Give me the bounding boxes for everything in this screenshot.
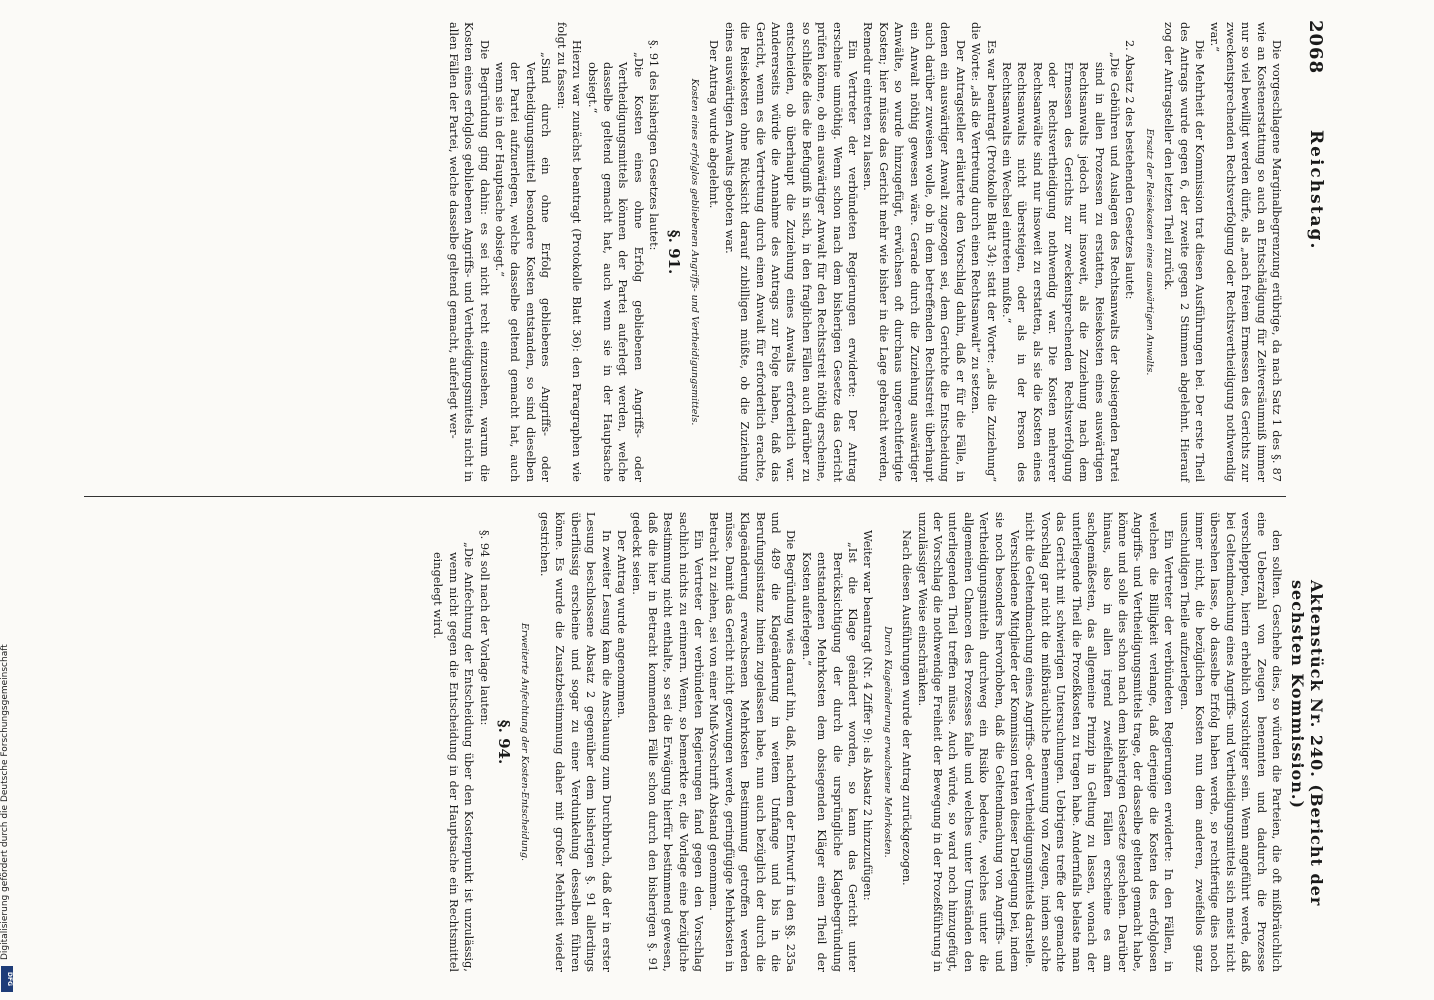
paragraph: Verschiedene Mitglieder der Kommission traten dieser Darlegung bei, indem sie noch besonders hervorhoben, daß die Geltendmachung von Angriffs- und Vertheidigungsmitteln durchweg ein Risiko bedeute, welches unter die allgemeinen Chancen des Prozesses falle und welches unter Umständen den unterliegenden Theil treffen müsse. Auch würde, so ward noch hinzugefügt, der Vorschlag die nothwendige Freiheit der Bewegung in der Prozeßführung in unzulässiger Weise einschränken. (915, 512, 1022, 973)
paragraph: Der Antrag wurde angenommen. (614, 530, 628, 719)
paragraph: Die Begründung ging dahin: es sei nicht recht einzusehen, warum die Kosten eines erfolglos gebliebenen Angriffs- und Vertheidigungsmittels nicht in allen Fällen der Partei, welche dasselbe geltend gemacht, auferlegt wer- (446, 22, 491, 482)
dfg-logo: DFG (1, 966, 13, 992)
page-number: 2068 (1305, 20, 1326, 75)
paragraph: Der Antrag wurde abgelehnt. (707, 40, 721, 209)
document-page (4, 0, 1334, 1000)
footer-strip (0, 0, 14, 1000)
paragraph: „Ist die Klage geändert worden, so kann das Gericht unter Berücksichtigung der durch die ursprüngliche Klagebegründung entstandenen Mehrkosten dem obsiegenden Kläger einen Theil der Kosten auferlegen.“ (799, 542, 860, 972)
page-title: Reichstag. (1306, 130, 1326, 251)
paragraph: „Die Kosten eines ohne Erfolg gebliebenen Angriffs- oder Vertheidigungsmittels können der Partei auferlegt werden, welche dasselbe geltend gemacht hat, auch wenn sie in der Hauptsache obsiegt.“ (585, 52, 645, 482)
paragraph: Ein Vertreter der verbündeten Regierungen erwiderte: Der Antrag erscheine unnöthig. Wenn schon nach dem bisherigen Gesetze das Gericht prüfen könne, ob ein auswärtiger Anwalt für den Rechtsstreit nöthig erscheine, so schließe dies die Befugniß in sich, in den fraglichen Fällen auch darüber zu entscheiden, ob überhaupt die Zuziehung eines Anwalts erforderlich war. Andererseits würde die Annahme des Antrags zur Folge haben, daß das Gericht, wenn es die Vertretung durch einen Anwalt für erforderlich erachte, die Reisekosten ohne Rücksicht darauf zubilligen müßte, ob die Zuziehung eines auswärtigen Anwalts geboten war. (722, 22, 860, 482)
digitization-credit: Digitalisierung gefördert durch die Deutsche Forschungsgemeinschaft (0, 644, 10, 960)
paragraph: Weiter war beantragt (Nr. 4 Ziffer 9): als Absatz 2 hinzuzufügen: (861, 530, 875, 901)
paragraph: Der Antragsteller erläuterte den Vorschlag dahin, daß er für die Fälle, in denen ein auswärtiger Anwalt zugezogen sei, dem Gerichte die Entscheidung auch darüber zuweisen wolle, ob in dem betreffenden Rechtsstreit überhaupt ein Anwalt nöthig gewesen wäre. Gerade durch die Zuziehung auswärtiger Anwälte, so wurde hinzugefügt, erwüchsen oft durchaus ungerechtfertigte Kosten; hier müsse das Gericht mehr wie bisher in die Lage gebracht werden, Remedur eintreten zu lassen. (861, 22, 967, 482)
paragraph: „Sind durch ein ohne Erfolg gebliebenes Angriffs- oder Vertheidigungsmittel besondere Kosten entstanden, so sind dieselben der Partei aufzuerlegen, welche dasselbe geltend gemacht hat, auch wenn sie in der Hauptsache obsiegt.“ (493, 52, 553, 482)
left-column (445, 22, 1284, 482)
marginal-note: Kosten eines erfolglos gebliebenen Angriffs- und Vertheidigungsmittels. (688, 78, 700, 426)
paragraph: §. 91 des bisherigen Gesetzes lautet: (647, 40, 661, 251)
page-header (1288, 20, 1330, 980)
paragraph: §. 94 soll nach der Vorlage lauten: (477, 530, 491, 726)
paragraph: Es war beantragt (Protokolle Blatt 34): statt der Worte: „als die Zuziehung“ die Worte: „als die Vertretung durch einen Rechtsanwalt“ zu setzen. (969, 22, 998, 482)
paragraph: „Die Gebühren und Auslagen des Rechtsanwalts der obsiegenden Partei sind in allen Prozessen zu erstatten, Reisekosten eines auswärtigen Rechtsanwalts jedoch nur insoweit, als die Zuziehung nach dem Ermessen des Gerichts zur zweckentsprechenden Rechtsverfolgung oder Rechtsvertheidigung nothwendig war. Die Kosten mehrerer Rechtsanwälte sind nur insoweit zu erstatten, als sie die Kosten eines Rechtsanwalts nicht übersteigen, oder als in der Person des Rechtsanwalts ein Wechsel eintreten mußte.“ (1000, 52, 1121, 482)
right-column (430, 512, 1284, 972)
marginal-note: Ersatz der Reisekosten eines auswärtigen Anwalts. (1143, 128, 1155, 376)
paragraph: Ein Vertreter der verbündeten Regierungen erwiderte: In den Fällen, in welchen die Billigkeit verlange, daß derjenige die Kosten des erfolglosen Angriffs- und Vertheidigungsmittels trage, der dasselbe geltend gemacht habe, könne und solle dies schon nach dem bisherigen Gesetze geschehen. Darüber hinaus, also in allen irgend zweifelhaften Fällen erscheine es am sachgemäßesten, das allgemeine Prinzip in Geltung zu lassen, wonach der unterliegende Theil die Prozeßkosten zu tragen habe. Andernfalls belaste man das Gericht mit schwierigen Untersuchungen. Uebrigens treffe der gemachte Vorschlag gar nicht die mißbräuchliche Benennung von Zeugen, indem solche nicht die Geltendmachung eines Angriffs- oder Vertheidigungsmittels darstelle. (1023, 512, 1176, 972)
paragraph: In zweiter Lesung kam die Anschauung zum Durchbruch, daß der in erster Lesung beschlossene Absatz 2 gegenüber dem bisherigen §. 91 allerdings überflüssig erscheine und sogar zu einer Verdunkelung desselben führen könne. Es wurde die Zusatzbestimmung daher mit großer Mehrheit wieder gestrichen. (537, 512, 613, 972)
paragraph: Die vorgeschlagene Marginalbegrenzung erübrige, da nach Satz 1 des §. 87 wie an Kostenerstattung so auch an Entschädigung für Zeitversäumniß immer nur so viel bewilligt werden dürfe, als „nach freiem Ermessen des Gerichts zur zweckentsprechenden Rechtsverfolgung oder Rechtsvertheidigung nothwendig war.“ (1208, 22, 1283, 482)
marginal-note: Erweiterte Anfechtung der Kosten-Entscheidung. (519, 622, 531, 862)
paragraph: Nach diesen Ausführungen wurde der Antrag zurückgezogen. (900, 530, 914, 886)
marginal-note: Durch Klageänderung erwachsene Mehrkosten. (881, 626, 893, 858)
paragraph: „Die Anfechtung der Entscheidung über den Kostenpunkt ist unzulässig, wenn nicht gegen die Entscheidung in der Hauptsache ein Rechtsmittel eingelegt wird. (431, 542, 476, 972)
section-heading: §. 94. (495, 719, 514, 765)
paragraph: Die Mehrheit der Kommission trat diesen Ausführungen bei. Der erste Theil des Antrags wurde gegen 6, der zweite gegen 2 Stimmen abgelehnt. Hierauf zog der Antragsteller den letzten Theil zurück. (1162, 22, 1206, 482)
section-heading: §. 91. (664, 229, 683, 275)
paragraph: Hierzu war zunächst beantragt (Protokolle Blatt 36): den Paragraphen wie folgt zu fassen: (554, 22, 584, 482)
paragraph: den sollten. Geschehe dies, so würden die Parteien, die oft mißbräuchlich eine Ueberzahl von Zeugen benennten und dadurch die Prozesse verschleppten, hierin erheblich vorsichtiger sein. Wenn angeführt werde, daß bei Geltendmachung eines Angriffs- und Vertheidigungsmittels sich meist nicht übersehen lasse, ob dasselbe Erfolg haben werde, so rechtfertige dies noch immer nicht, die bezüglichen Kosten nun dem anderen, zweifellos ganz unschuldigen Theile aufzuerlegen. (1177, 512, 1283, 972)
page-subtitle: Aktenstück Nr. 240. (Bericht der sechsten Kommission.) (1288, 580, 1326, 907)
paragraph: Die Begründung wies darauf hin, daß, nachdem der Entwurf in den §§. 235a und 489 die Klageänderung in weitem Umfange und bis in die Berufungsinstanz hinein zugelassen habe, nun auch bezüglich der durch die Klageänderung erwachsenen Mehrkosten Bestimmung getroffen werden müsse. Damit das Gericht nicht gezwungen werde, geringfügige Mehrkosten in Betracht zu ziehen, sei von einer Muß-Vorschrift Abstand genommen. (707, 512, 798, 972)
column-divider (84, 496, 1286, 497)
paragraph: Ein Vertreter der verbündeten Regierungen fand gegen den Vorschlag sachlich nichts zu erinnern. Wenn, so bemerkte er, die Vorlage eine bezügliche Bestimmung nicht enthalte, so sei die Erwägung hierfür bestimmend gewesen, daß die hier in Betracht kommenden Fälle schon durch den bisherigen §. 91 gedeckt seien. (630, 512, 705, 972)
paragraph: 2. Absatz 2 des bestehenden Gesetzes lautet: (1123, 40, 1137, 300)
